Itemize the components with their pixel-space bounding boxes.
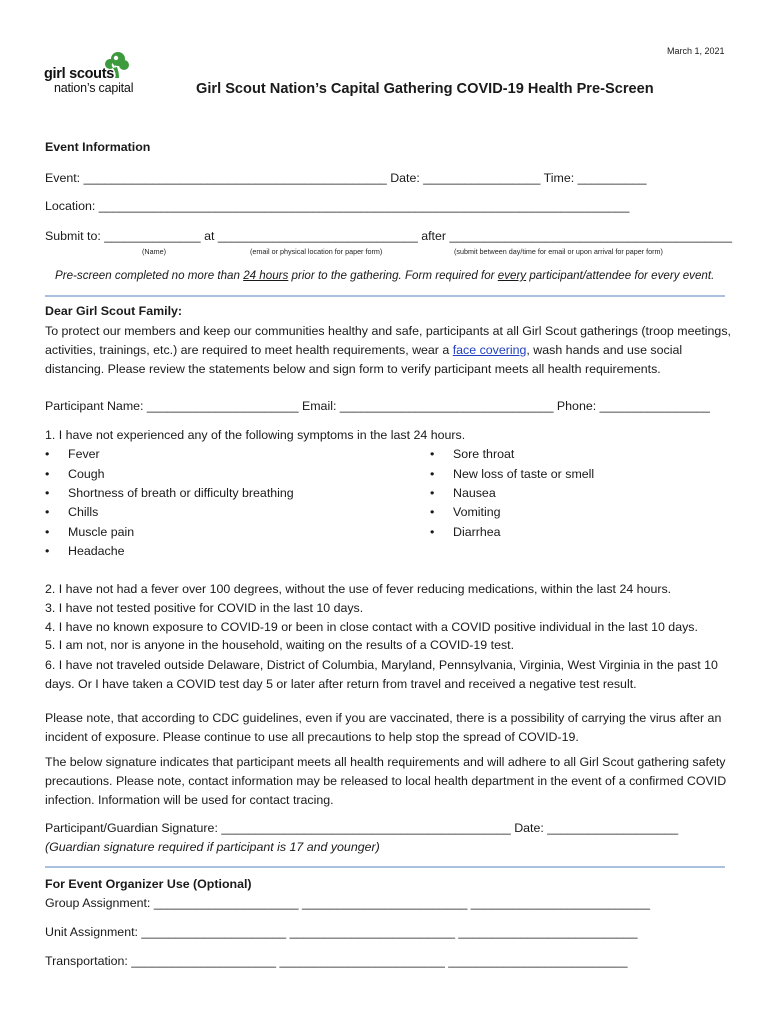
bullet-icon: •	[45, 544, 50, 558]
list-item: • Nausea	[430, 486, 496, 500]
logo-line2: nation’s capital	[54, 81, 134, 95]
bullet-icon: •	[430, 505, 435, 519]
greeting: Dear Girl Scout Family:	[45, 304, 183, 318]
transportation-line[interactable]: Transportation: _____________________ ________________________ __________________________	[45, 954, 628, 968]
cdc-note: Please note, that according to CDC guidelines, even if you are vaccinated, there is a possibility of carrying the virus after an incident of exposure. Please continue to use all precautions to help stop the spread of COVID-19.	[45, 711, 722, 745]
statement-4: 4. I have no known exposure to COVID-19 or been in close contact with a COVID positive individual in the last 10 days.	[45, 620, 698, 634]
statement-2: 2. I have not had a fever over 100 degrees, without the use of fever reducing medications, within the last 24 hours.	[45, 582, 672, 596]
list-item: • Cough	[45, 467, 105, 481]
list-item: • Muscle pain	[45, 525, 135, 539]
list-item: • Shortness of breath or difficulty breathing	[45, 486, 294, 500]
event-field-line[interactable]: Event: ____________________________________________ Date: _________________ Time: __________	[45, 171, 647, 185]
bullet-icon: •	[430, 486, 435, 500]
logo-line1: girl scouts	[44, 66, 115, 82]
participant-info-line[interactable]: Participant Name: ______________________ Email: _______________________________ Phone: ________________	[45, 399, 710, 413]
submit-time-caption: (submit between day/time for email or upon arrival for paper form)	[454, 247, 663, 256]
face-covering-link[interactable]: face covering	[452, 343, 527, 358]
section-divider	[45, 295, 725, 297]
statement-3: 3. I have not tested positive for COVID in the last 10 days.	[45, 601, 364, 615]
list-item: • New loss of taste or smell	[430, 467, 595, 481]
signature-agreement-text: The below signature indicates that participant meets all health requirements and will adhere to all Girl Scout gathering safety precautions. Please note, contact information may be released to local health department in the event of a confirmed COVID infection. Information will be used for contact tracing.	[45, 755, 727, 808]
bullet-icon: •	[45, 467, 50, 481]
intro-paragraph	[45, 322, 731, 380]
bullet-icon: •	[430, 467, 435, 481]
intro-text-post: , wash hands and use social distancing. Please review the statements below and sign form to verify participant meets all health requirements.	[45, 343, 683, 377]
list-item: • Diarrhea	[430, 525, 501, 539]
list-item: • Chills	[45, 505, 99, 519]
page-title: Girl Scout Nation’s Capital Gathering COVID-19 Health Pre-Screen	[196, 81, 654, 97]
bullet-icon: •	[45, 505, 50, 519]
note-post: participant/attendee for every event.	[526, 269, 715, 282]
organizer-heading: For Event Organizer Use (Optional)	[45, 877, 252, 891]
guardian-note: (Guardian signature required if participant is 17 and younger)	[45, 840, 380, 854]
submit-location-caption: (email or physical location for paper form)	[250, 247, 383, 256]
list-item: • Vomiting	[430, 505, 501, 519]
list-item: • Headache	[45, 544, 125, 558]
submit-field-line[interactable]: Submit to: ______________ at _____________________________ after _________________________________________	[45, 229, 732, 243]
intro-text-pre: To protect our members and keep our communities healthy and safe, participants at all Girl Scout gatherings (troop meetings, activities, trainings, etc.) are required to meet health requirements, wear a	[45, 324, 731, 358]
bullet-icon: •	[45, 525, 50, 539]
location-field-line[interactable]: Location: _____________________________________________________________________________	[45, 199, 630, 213]
note-mid: prior to the gathering. Form required for	[288, 269, 498, 282]
note-pre: Pre-screen completed no more than	[55, 269, 244, 282]
prescreen-note	[55, 269, 714, 282]
bullet-icon: •	[430, 447, 435, 461]
submit-name-caption: (Name)	[142, 247, 166, 256]
note-every: every	[497, 269, 527, 282]
signature-field-line[interactable]: Participant/Guardian Signature: __________________________________________ Date: ___________________	[45, 821, 679, 835]
bullet-icon: •	[430, 525, 435, 539]
bullet-icon: •	[45, 447, 50, 461]
document-date: March 1, 2021	[667, 46, 725, 56]
unit-assignment-line[interactable]: Unit Assignment: _____________________ ________________________ __________________________	[45, 925, 638, 939]
statement-5: 5. I am not, nor is anyone in the household, waiting on the results of a COVID-19 test.	[45, 638, 515, 652]
list-item: • Fever	[45, 447, 100, 461]
list-item: • Sore throat	[430, 447, 515, 461]
group-assignment-line[interactable]: Group Assignment: _____________________ ________________________ __________________________	[45, 896, 650, 910]
bullet-icon: •	[45, 486, 50, 500]
statement-6: 6. I have not traveled outside Delaware, District of Columbia, Maryland, Pennsylvania, Virginia, West Virginia in the past 10 days. Or I have taken a COVID test day 5 or later after return from travel and received a negative test result.	[45, 658, 718, 692]
event-info-heading: Event Information	[45, 140, 151, 154]
statement-1: 1. I have not experienced any of the following symptoms in the last 24 hours.	[45, 428, 466, 442]
note-hours: 24 hours	[243, 269, 289, 282]
section-divider	[45, 866, 725, 868]
